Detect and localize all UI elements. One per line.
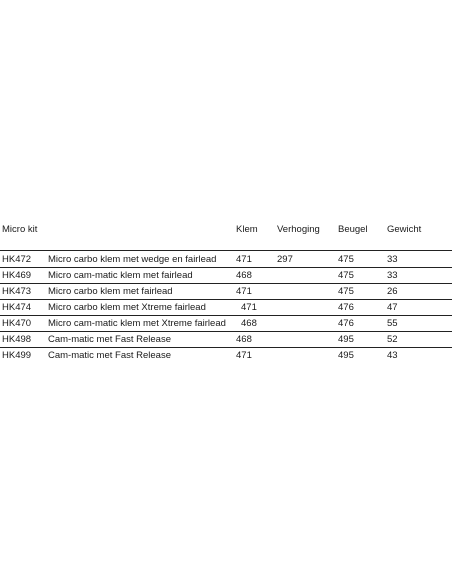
row-beugel: 476: [338, 302, 354, 313]
table-row: [0, 300, 452, 316]
row-code: HK474: [2, 302, 32, 313]
header-beugel: Beugel: [338, 224, 368, 235]
header-verhoging: Verhoging: [277, 224, 320, 235]
row-code: HK499: [2, 350, 32, 361]
row-gewicht: 47: [387, 302, 398, 313]
product-table-header: [0, 222, 452, 250]
table-row: [0, 348, 452, 364]
table-row: [0, 332, 452, 348]
header-gewicht: Gewicht: [387, 224, 422, 235]
row-gewicht: 26: [387, 286, 398, 297]
row-beugel: 495: [338, 334, 354, 345]
row-gewicht: 33: [387, 270, 398, 281]
row-klem: 471: [236, 350, 252, 361]
table-row: [0, 268, 452, 284]
row-description: Micro carbo klem met wedge en fairlead: [48, 254, 217, 265]
row-description: Micro cam-matic klem met Xtreme fairlead: [48, 318, 226, 329]
row-klem: 468: [236, 334, 252, 345]
row-gewicht: 43: [387, 350, 398, 361]
row-code: HK470: [2, 318, 32, 329]
row-description: Micro carbo klem met Xtreme fairlead: [48, 302, 206, 313]
row-beugel: 475: [338, 286, 354, 297]
table-row: [0, 284, 452, 300]
table-row: [0, 316, 452, 332]
row-code: HK498: [2, 334, 32, 345]
row-gewicht: 52: [387, 334, 398, 345]
row-klem: 468: [241, 318, 257, 329]
row-code: HK469: [2, 270, 32, 281]
row-code: HK472: [2, 254, 32, 265]
header-micro-kit: Micro kit: [2, 224, 38, 235]
row-code: HK473: [2, 286, 32, 297]
row-klem: 471: [236, 254, 252, 265]
row-description: Micro carbo klem met fairlead: [48, 286, 173, 297]
row-verhoging: 297: [277, 254, 293, 265]
header-klem: Klem: [236, 224, 258, 235]
row-klem: 471: [241, 302, 257, 313]
row-klem: 468: [236, 270, 252, 281]
row-beugel: 495: [338, 350, 354, 361]
row-beugel: 475: [338, 270, 354, 281]
table-row: [0, 252, 452, 268]
header-divider: [0, 250, 452, 251]
row-beugel: 476: [338, 318, 354, 329]
row-description: Micro cam-matic klem met fairlead: [48, 270, 193, 281]
row-beugel: 475: [338, 254, 354, 265]
row-description: Cam-matic met Fast Release: [48, 334, 172, 345]
row-description: Cam-matic met Fast Release: [48, 350, 172, 361]
product-table-body: [0, 252, 452, 364]
row-klem: 471: [236, 286, 252, 297]
table-header-row: [0, 222, 452, 250]
row-gewicht: 55: [387, 318, 398, 329]
row-gewicht: 33: [387, 254, 398, 265]
